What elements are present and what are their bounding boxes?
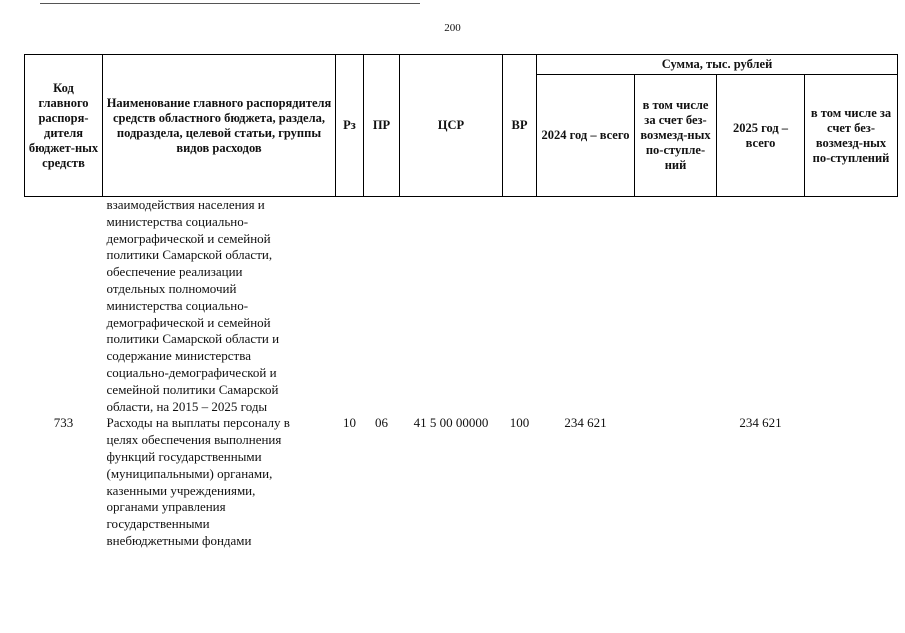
cell-2025-total: 234 621 [739, 415, 782, 431]
header-name: Наименование главного распорядителя средств областного бюджета, раздела, подраздела, целевой статьи, группы видов расходов [103, 55, 336, 197]
text-line: политики Самарской области, [106, 247, 273, 263]
text-line: органами управления [106, 499, 226, 515]
text-line: социально-демографической и [106, 364, 277, 380]
text-line: целях обеспечения выполнения [106, 432, 282, 448]
text-line: семейной политики Самарской [106, 381, 279, 397]
text-line: министерства социально- [106, 297, 249, 313]
text-line: (муниципальными) органами, [106, 465, 273, 481]
header-2024-grants: в том числе за счет без-возмезд-ных по-ступле-ний [635, 75, 717, 197]
header-code: Код главного распоря-дителя бюджет-ных средств [25, 55, 103, 197]
header-pr: ПР [364, 55, 400, 197]
header-2025-total: 2025 год – всего [717, 75, 805, 197]
text-line: внебюджетными фондами [106, 532, 252, 548]
cell-vr: 100 [509, 415, 530, 431]
text-line: казенными учреждениями, [106, 482, 256, 498]
header-rz: Рз [336, 55, 364, 197]
cell-pr: 06 [375, 415, 388, 431]
text-line: демографической и семейной [106, 314, 271, 330]
text-line: взаимодействия населения и [106, 197, 265, 212]
table-body [25, 197, 898, 550]
cell-rz: 10 [343, 415, 356, 431]
cell-code: 733 [53, 415, 74, 431]
cell-2025-grants [805, 415, 898, 549]
header-2025-grants: в том числе за счет без-возмезд-ных по-ступлений [805, 75, 898, 197]
header-sum-group: Сумма, тыс. рублей [537, 55, 898, 75]
text-line: содержание министерства [106, 348, 251, 364]
table-row [25, 415, 898, 549]
cell-name [103, 415, 336, 549]
text-line: демографической и семейной [106, 230, 271, 246]
text-line: отдельных полномочий [106, 280, 237, 296]
header-vr: ВР [503, 55, 537, 197]
cell-2024-grants [635, 415, 717, 549]
top-rule [40, 3, 420, 4]
budget-table [24, 54, 898, 550]
text-line: министерства социально- [106, 213, 249, 229]
header-2024-total: 2024 год – всего [537, 75, 635, 197]
table-header [25, 55, 898, 197]
text-line: государственными [106, 516, 210, 532]
text-line: области, на 2015 – 2025 годы [106, 398, 268, 414]
cell-csr: 41 5 00 00000 [413, 415, 489, 431]
table-row-continuation [25, 197, 898, 416]
page-number: 200 [444, 22, 461, 34]
continuation-text [103, 197, 336, 416]
text-line: функций государственными [106, 448, 262, 464]
text-line: обеспечение реализации [106, 264, 243, 280]
cell-2024-total: 234 621 [564, 415, 607, 431]
text-line: политики Самарской области и [106, 331, 280, 347]
text-line: Расходы на выплаты персоналу в [106, 415, 290, 431]
header-csr: ЦСР [400, 55, 503, 197]
